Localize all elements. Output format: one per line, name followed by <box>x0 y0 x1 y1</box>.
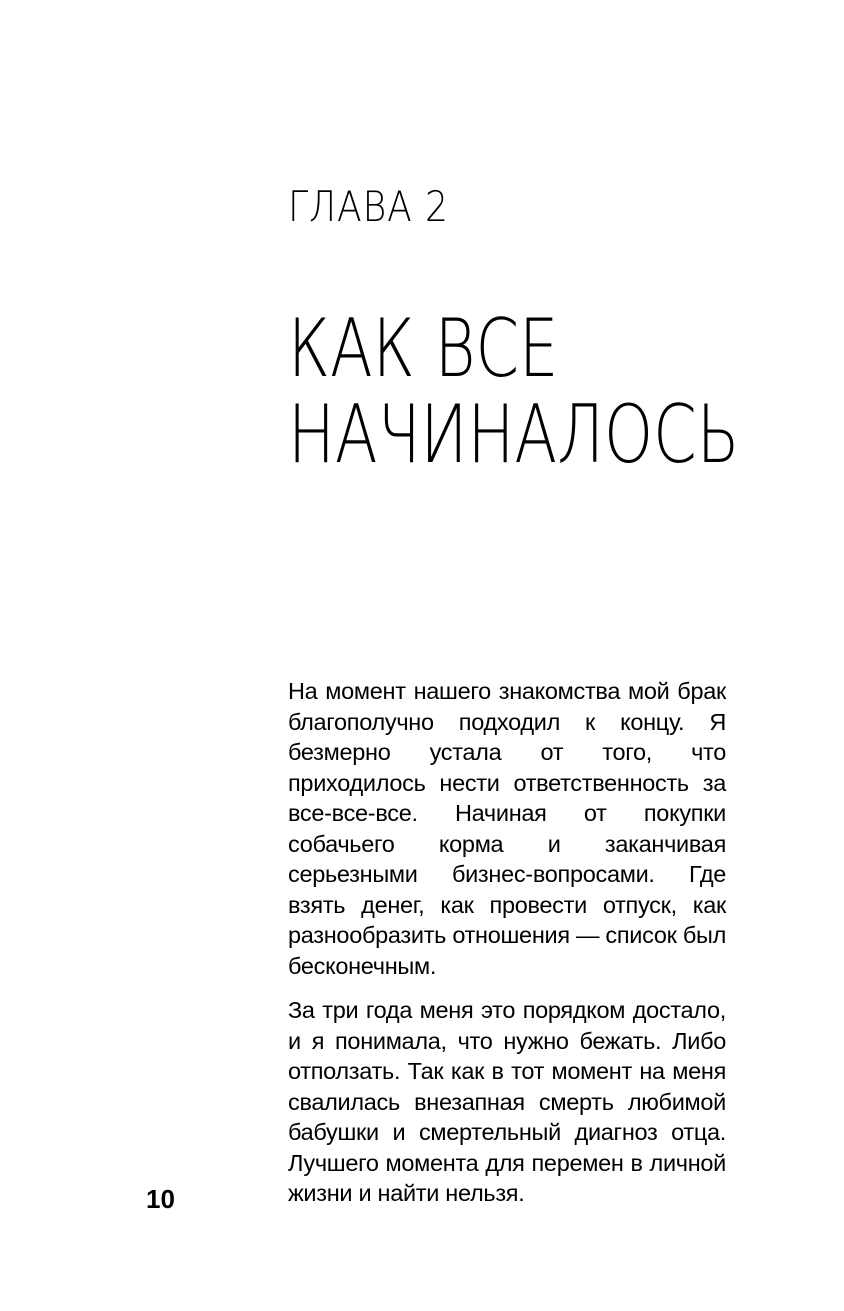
chapter-title <box>288 302 740 481</box>
paragraph-2: За три года меня это порядком достало, и я понимала, что нужно бежать. Либо отползать. Так как в тот момент на меня свалилась внезапная смерть любимой бабушки и смертельный диагноз отца. Лучшего момента для перемен в личной жизни и найти нельзя. <box>288 997 726 1206</box>
paragraph-1: На момент нашего знакомства мой брак благополучно подходил к концу. Я безмерно устала от того, что приходилось нести ответственность за все-все-все. Начиная от покупки собачьего корма и заканчивая серьезными бизнес-вопросами. Где взять денег, как провести отпуск, как разнообразить отношения — список был бесконечным. <box>288 678 726 979</box>
chapter-title-line-1: КАК ВСЕ <box>288 302 559 395</box>
chapter-label: ГЛАВА 2 <box>288 182 449 231</box>
chapter-title-line-2: НАЧИНАЛОСЬ <box>288 388 740 481</box>
page-number: 10 <box>146 1184 175 1214</box>
body-text <box>288 676 726 1223</box>
